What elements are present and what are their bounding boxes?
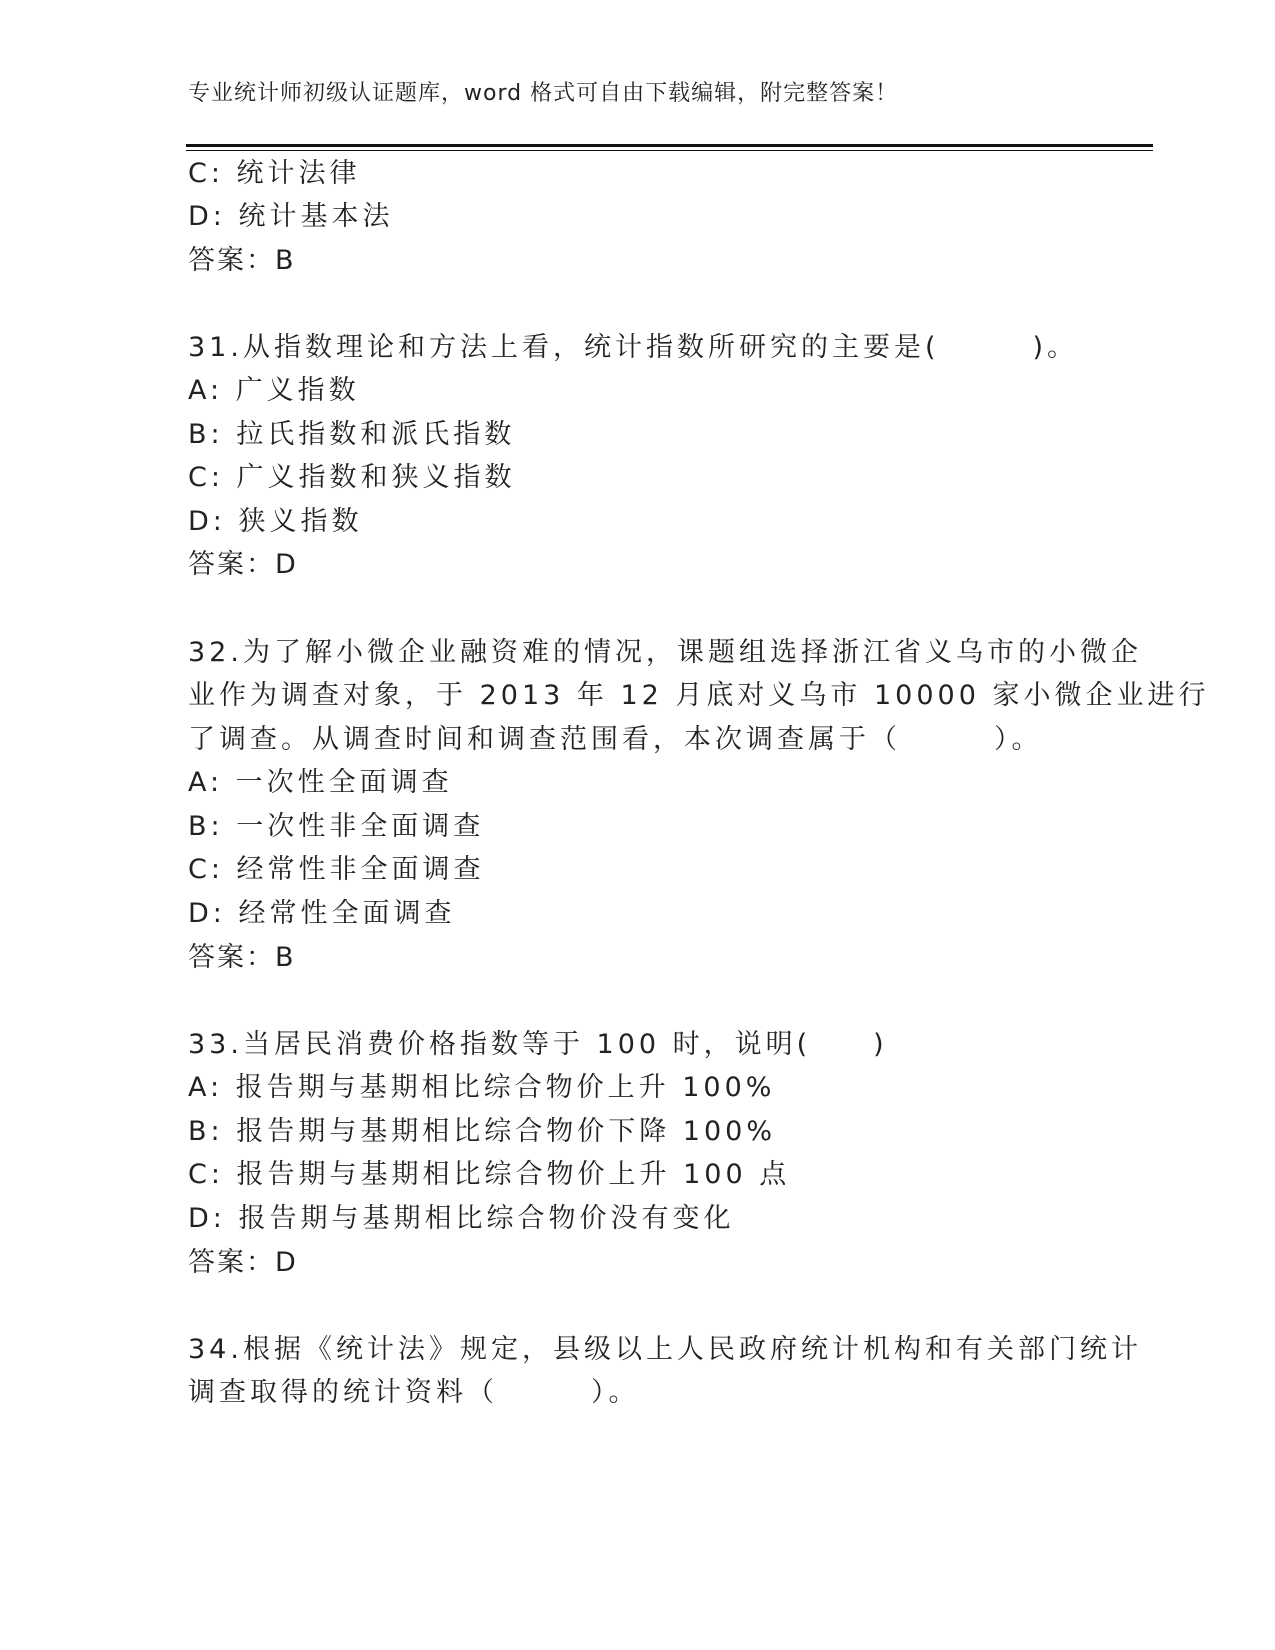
q32-stem-line-2: 业作为调查对象，于 2013 年 12 月底对义乌市 10000 家小微企业进行 bbox=[188, 680, 1210, 711]
q32-option-a: A: 一次性全面调查 bbox=[188, 767, 453, 798]
q31-option-b: B: 拉氏指数和派氏指数 bbox=[188, 419, 516, 450]
q33-option-c: C: 报告期与基期相比综合物价上升 100 点 bbox=[188, 1159, 791, 1190]
q31-stem: 31.从指数理论和方法上看，统计指数所研究的主要是( )。 bbox=[188, 332, 1079, 363]
q31-option-a: A: 广义指数 bbox=[188, 375, 360, 406]
q33-option-a: A: 报告期与基期相比综合物价上升 100% bbox=[188, 1072, 776, 1103]
q33-option-d: D: 报告期与基期相比综合物价没有变化 bbox=[188, 1203, 735, 1234]
q34-stem-line-1: 34.根据《统计法》规定，县级以上人民政府统计机构和有关部门统计 bbox=[188, 1334, 1142, 1365]
q34-stem-line-2: 调查取得的统计资料（ ）。 bbox=[188, 1377, 640, 1408]
q33-option-b: B: 报告期与基期相比综合物价下降 100% bbox=[188, 1116, 776, 1147]
q32-option-d: D: 经常性全面调查 bbox=[188, 898, 456, 929]
prev-answer: 答案：B bbox=[188, 245, 296, 276]
q32-stem-line-1: 32.为了解小微企业融资难的情况，课题组选择浙江省义乌市的小微企 bbox=[188, 637, 1142, 668]
q31-option-d: D: 狭义指数 bbox=[188, 506, 363, 537]
q32-stem-line-3: 了调查。从调查时间和调查范围看，本次调查属于（ ）。 bbox=[188, 724, 1043, 755]
q31-option-c: C: 广义指数和狭义指数 bbox=[188, 462, 516, 493]
header-rule-thin bbox=[186, 150, 1153, 151]
q32-option-c: C: 经常性非全面调查 bbox=[188, 854, 485, 885]
q33-answer: 答案：D bbox=[188, 1247, 298, 1278]
prev-option-d: D: 统计基本法 bbox=[188, 201, 394, 232]
header-rule-thick bbox=[186, 144, 1153, 147]
prev-option-c: C: 统计法律 bbox=[188, 158, 361, 189]
q32-answer: 答案：B bbox=[188, 942, 296, 973]
q32-option-b: B: 一次性非全面调查 bbox=[188, 811, 485, 842]
page-header: 专业统计师初级认证题库，word 格式可自由下载编辑，附完整答案！ bbox=[188, 81, 899, 106]
q31-answer: 答案：D bbox=[188, 549, 298, 580]
q33-stem: 33.当居民消费价格指数等于 100 时，说明( ) bbox=[188, 1029, 888, 1060]
